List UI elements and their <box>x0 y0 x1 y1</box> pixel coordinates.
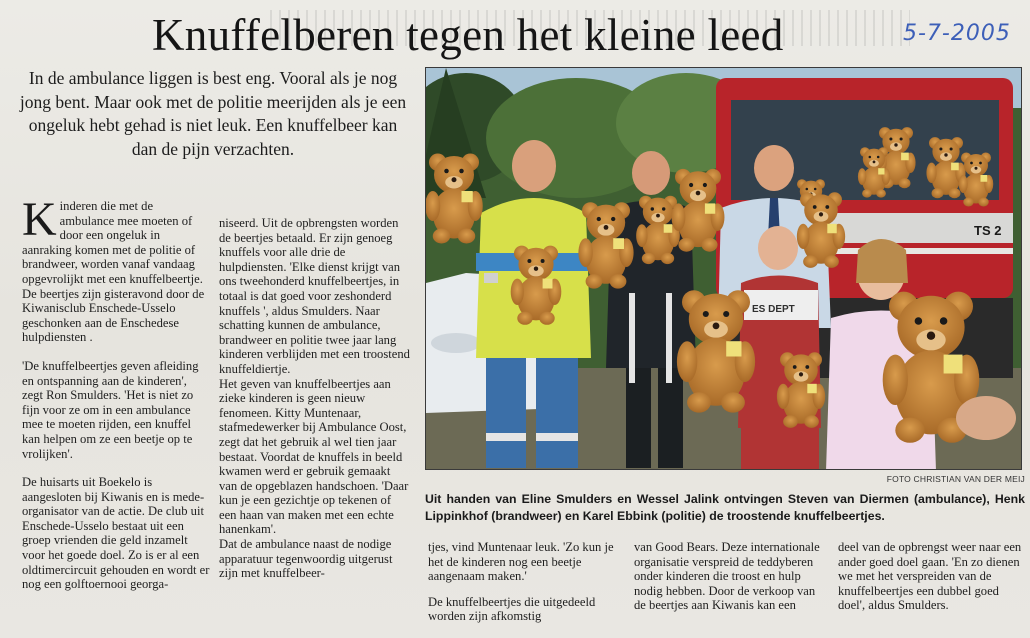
headline: Knuffelberen tegen het kleine leed <box>152 10 784 60</box>
article-column-1 <box>22 193 210 592</box>
paragraph <box>22 193 210 345</box>
paragraph: deel van de opbrengst weer naar een ander goed doel gaan. 'En zo dienen we met het verspreiden van de knuffelbeertjes een dubbel goed doel', aldus Smulders. <box>838 540 1022 613</box>
paragraph: De knuffelbeertjes die uitgedeeld worden zijn afkomstig <box>428 594 596 624</box>
paragraph: De huisarts uit Boekelo is aangesloten bij Kiwanis en is mede-organisator van de actie. De club uit Enschede-Usselo bestaat uit een groep vrienden die geld inzamelt voor het goede doel. Zo is er al een oldtimercircuit gehouden en wordt er nog een golftoernooi georga- <box>22 475 210 592</box>
paragraph: Dat de ambulance naast de nodige apparatuur tegenwoordig uitgerust zijn met knuffelbeer- <box>219 537 393 581</box>
bottom-column-2 <box>634 540 824 613</box>
paragraph: 'De knuffelbeertjes geven afleiding en ontspanning aan de kinderen', zegt Ron Smulders. 'Het is niet zo fijn voor ze om in een ambulance mee te moeten rijden, een knuffel kan helpen om ze een beetje op te vrolijken'. <box>22 358 199 461</box>
shirt-print: ES DEPT <box>752 304 795 315</box>
photo-illustration <box>426 68 1022 470</box>
paragraph: van Good Bears. Deze internationale organisatie verspreid de teddyberen onder kinderen die troost en hulp nodig hebben. Door de verkoop van de beertjes aan Kiwanis kan een <box>634 540 820 613</box>
photo-credit: FOTO CHRISTIAN VAN DER MEIJ <box>886 474 1025 484</box>
truck-plate: TS 2 <box>974 223 1002 238</box>
paragraph: Het geven van knuffelbeertjes aan zieke kinderen is geen nieuw fenomeen. Kitty Muntenaar, stafmedewerker bij Ambulance Oost, zegt dat het gebruik al wel tien jaar bestaat. Voordat de knuffels in beeld kwamen werd er gebruik gemaakt van de opgeblazen handschoen. 'Daar kun je een gezichtje op tekenen of een haan van maken met een echte hanenkam'. <box>219 376 409 537</box>
bottom-column-3 <box>838 540 1026 613</box>
paragraph: tjes, vind Muntenaar leuk. 'Zo kun je het de kinderen nog een beetje aangenaam maken.' <box>428 540 614 584</box>
drop-cap: K <box>22 193 57 246</box>
paragraph-text: inderen die met de ambulance mee moeten of door een ongeluk in aanraking komen met de politie of brandweer, worden vanaf vandaag opgevrolijkt met een knuffelbeertje. De beertjes zijn gisteravond door de Kiwanisclub Enschede-Usselo geschonken aan de Enschedese hulpdiensten . <box>22 199 205 345</box>
paragraph: niseerd. Uit de opbrengsten worden de beertjes betaald. Er zijn genoeg knuffels voor alle drie de hulpdiensten. 'Elke dienst krijgt van ons tweehonderd knuffelbeertjes, in totaal is dat goed voor zeshonderd knuffels ', aldus Smulders. Naar schatting kunnen de ambulance, brandweer en politie twee jaar lang kinderen verblijden met een troostend knuffeldiertje. <box>219 216 410 376</box>
photo-caption: Uit handen van Eline Smulders en Wessel Jalink ontvingen Steven van Diermen (ambulance), Henk Lippinkhof (brandweer) en Karel Ebbink (politie) de troostende knuffelbeertjes. <box>425 492 1025 523</box>
intro-paragraph: In de ambulance liggen is best eng. Vooral als je nog jong bent. Maar ook met de politie meerijden als je een ongeluk hebt gehad is niet leuk. Een knuffelbeer kan dan de pijn verzachten. <box>19 68 407 159</box>
bottom-column-1 <box>428 540 618 624</box>
article-photo <box>425 67 1022 470</box>
article-column-2 <box>219 216 410 581</box>
handwritten-date: 5-7-2005 <box>903 21 1011 46</box>
